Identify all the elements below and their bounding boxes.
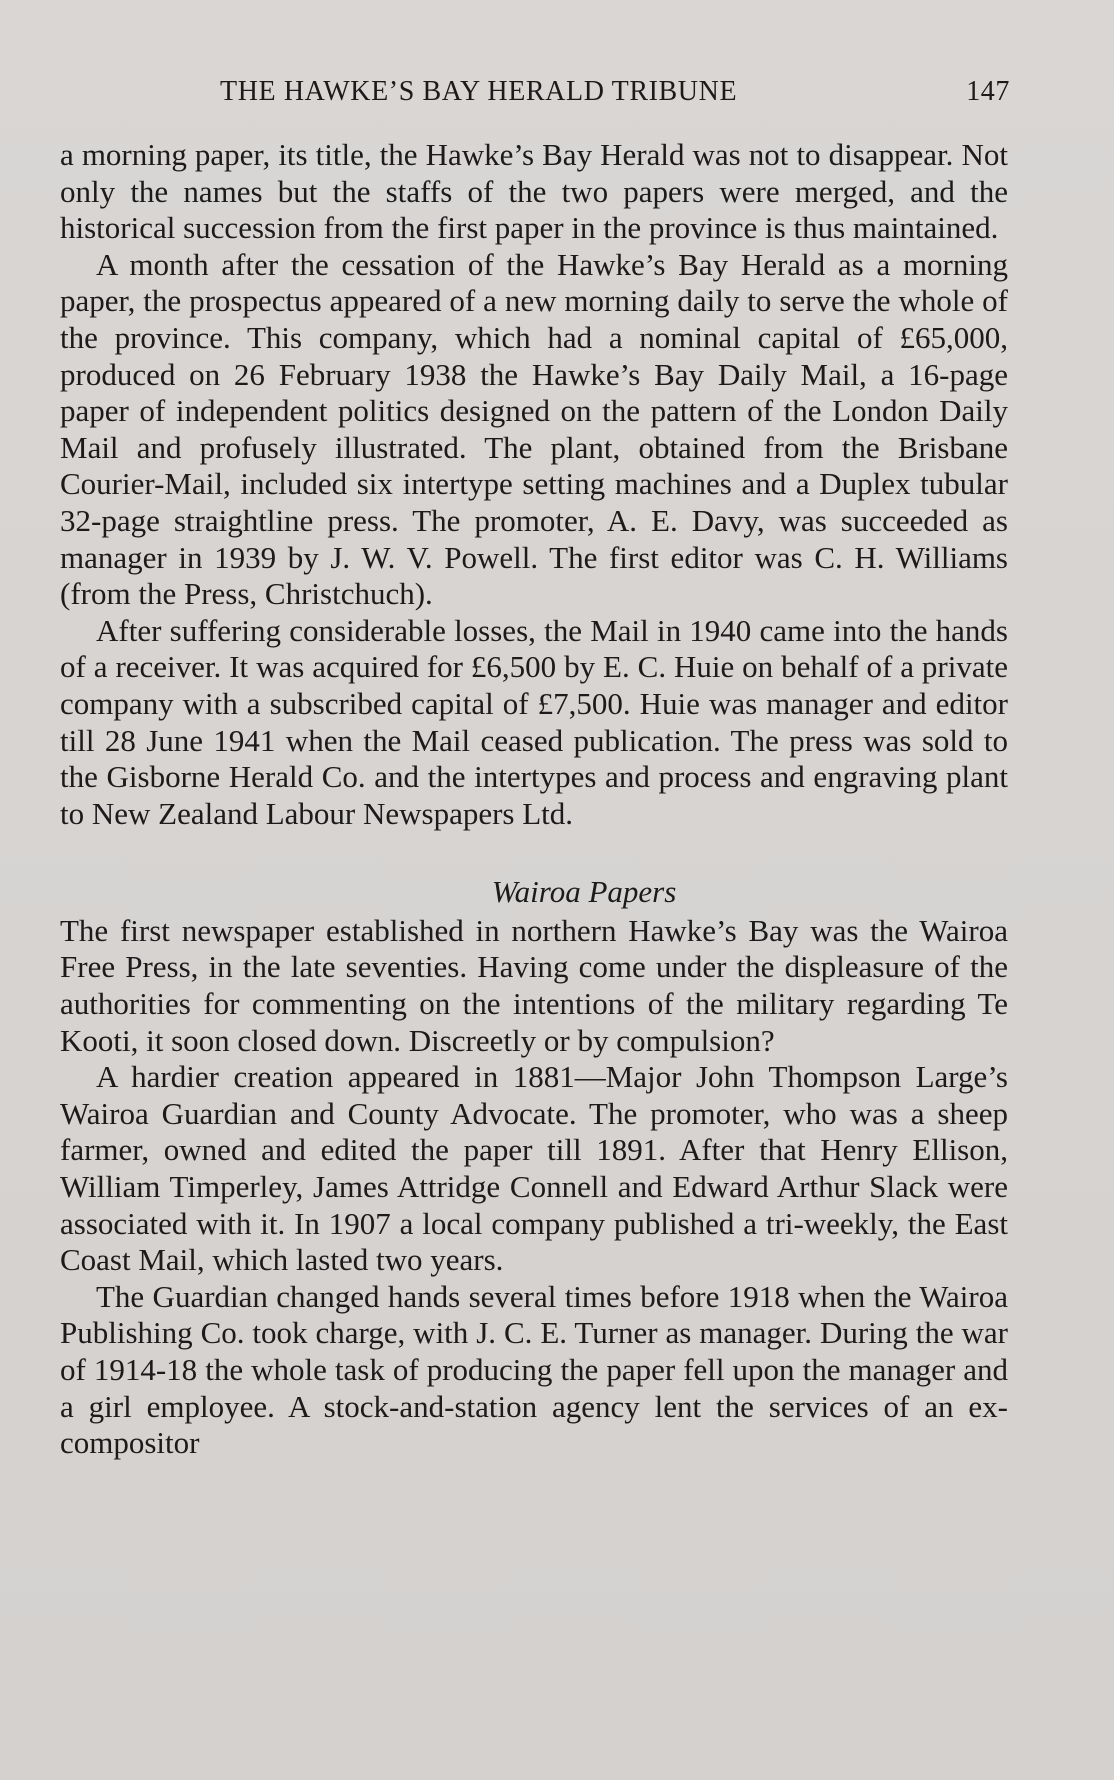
- page-number: 147: [966, 76, 1010, 107]
- paragraph: a morning paper, its title, the Hawke’s Bay Herald was not to disappear. Not only the names but the staffs of the two papers were merged, and the historical succession from the first paper in the province is thus maintained.: [60, 137, 1008, 246]
- running-head: [220, 76, 1010, 116]
- section-heading: Wairoa Papers: [491, 874, 677, 910]
- paragraph: The Guardian changed hands several times before 1918 when the Wairoa Publishing Co. took charge, with J. C. E. Turner as manager. During the war of 1914-18 the whole task of producing the paper fell upon the manager and a girl employee. A stock-and-station agency lent the services of an ex-compositor: [60, 1278, 1008, 1461]
- body-text: [60, 137, 1008, 1462]
- paragraph: The first newspaper established in northern Hawke’s Bay was the Wairoa Free Press, in the late seventies. Having come under the displeasure of the authorities for commenting on the intentions of the military regarding Te Kooti, it soon closed down. Discreetly or by compulsion?: [60, 912, 1008, 1058]
- paragraph: A hardier creation appeared in 1881—Major John Thompson Large’s Wairoa Guardian and County Advocate. The promoter, who was a sheep farmer, owned and edited the paper till 1891. After that Henry Ellison, William Timperley, James Attridge Connell and Edward Arthur Slack were associated with it. In 1907 a local company published a tri-weekly, the East Coast Mail, which lasted two years.: [60, 1059, 1008, 1278]
- paragraph: A month after the cessation of the Hawke’s Bay Herald as a morning paper, the prospectus appeared of a new morning daily to serve the whole of the province. This company, which had a nominal capital of £65,000, produced on 26 February 1938 the Hawke’s Bay Daily Mail, a 16-page paper of independent politics designed on the pattern of the London Daily Mail and profusely illustrated. The plant, obtained from the Brisbane Courier-Mail, included six intertype setting machines and a Duplex tubular 32-page straightline press. The promoter, A. E. Davy, was succeeded as manager in 1939 by J. W. V. Powell. The first editor was C. H. Williams (from the Press, Christchuch).: [60, 246, 1008, 612]
- running-head-title: THE HAWKE’S BAY HERALD TRIBUNE: [220, 76, 738, 107]
- paragraph: After suffering considerable losses, the Mail in 1940 came into the hands of a receiver. It was acquired for £6,500 by E. C. Huie on behalf of a private company with a subscribed capital of £7,500. Huie was manager and editor till 28 June 1941 when the Mail ceased publication. The press was sold to the Gisborne Herald Co. and the intertypes and process and engraving plant to New Zealand Labour Newspapers Ltd.: [60, 612, 1008, 831]
